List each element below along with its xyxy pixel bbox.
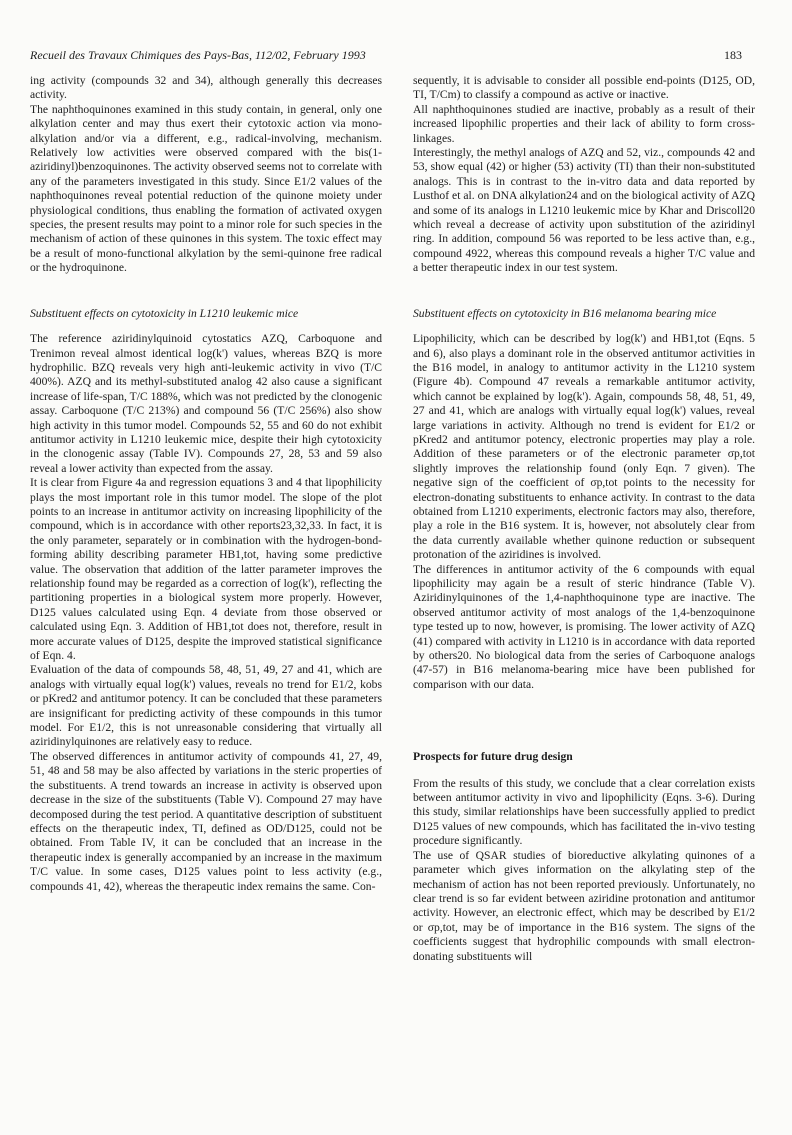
paragraph: Lipophilicity, which can be described by log(k') and HB1,tot (Eqns. 5 and 6), also plays a dominant role in the observed antitumor activities in the B16 model, in analogy to antitumor activity in the L1210 system (Figure 4b). Compound 47 reveals a remarkable antitumor activity, which cannot be explained by log(k'). Again, compounds 58, 48, 51, 49, 27 and 41, which are analogs with virtually equal log(k') values, reveal large variations in activity. Although no trend is evident for E1/2 or pKred2 and antitumor potency, electronic properties may play a role. Addition of these parameters or of the electronic parameter σp,tot slightly improves the relationship found (only Eqn. 7 given). The negative sign of the coefficient of σp,tot points to the necessity for electron-donating substituents to enhance activity. In contrast to the data obtained from L1210 experiments, electronic factors may also, therefore, play a role in the B16 system. It is, however, not absolutely clear from the data currently available whether quinone reduction or subsequent protonation of the aziridines is involved. [413, 332, 755, 562]
paragraph: The naphthoquinones examined in this study contain, in general, only one alkylation center and may thus exert their cytotoxic action via mono-alkylation and/or via a different, e.g., radical-involving, mechanism. Relatively low activities were observed compared with the bis(1-aziridinyl)benzoquinones. The activity observed seems not to correlate with any of the parameters investigated in this study. Since E1/2 values of the naphthoquinones reveal potential reduction of the quinone moiety under physiological conditions, thus enabling the formation of activated oxygen species, the present results may point to a minor role for such species in the mechanism of action of these quinones in this system. The toxic effect may be a result of mono-functional alkylation by the semi-quinone free radical or the hydroquinone. [30, 102, 382, 275]
paragraph: From the results of this study, we conclude that a clear correlation exists between antitumor activity in vivo and lipophilicity (Eqns. 3-6). During this study, similar relationships have been successfully applied to predict D125 values of new compounds, which has facilitated the in-vivo testing procedure significantly. [413, 776, 755, 848]
running-header [30, 48, 742, 63]
paragraph: Evaluation of the data of compounds 58, 48, 51, 49, 27 and 41, which are analogs with virtually equal log(k') values, reveals no trend for E1/2, kobs or pKred2 and antitumor potency. It can be concluded that these parameters are insignificant for predicting activity of these compounds in this tumor model. For E1/2, this is not unreasonable considering that virtually all aziridinylquinones are relatively easy to reduce. [30, 663, 382, 749]
paragraph: sequently, it is advisable to consider all possible end-points (D125, OD, TI, T/Cm) to classify a compound as active or inactive. [413, 74, 755, 102]
paragraph: The differences in antitumor activity of the 6 compounds with equal lipophilicity may again be a result of steric hindrance (Table V). Aziridinylquinones of the 1,4-naphthoquinone type are inactive. The observed antitumor activity of most analogs of the 1,4-benzoquinone type tested up to now, however, is promising. The lower activity of AZQ (41) compared with activity in L1210 is in accordance with data reported by others20. No biological data from the series of Carboquone analogs (47-57) in B16 melanoma-bearing mice have been published for comparison with our data. [413, 562, 755, 691]
section-subheading: Substituent effects on cytotoxicity in L1210 leukemic mice [30, 306, 299, 320]
paragraph: ing activity (compounds 32 and 34), although generally this decreases activity. [30, 74, 382, 102]
paragraph: All naphthoquinones studied are inactive, probably as a result of their increased lipophilic properties and their lack of ability to form cross-linkages. [413, 102, 755, 145]
right-column [413, 74, 755, 964]
left-column [30, 74, 382, 894]
section-heading: Prospects for future drug design [413, 750, 573, 764]
paragraph: The reference aziridinylquinoid cytostatics AZQ, Carboquone and Trenimon reveal almost identical log(k') values, whereas BZQ is more hydrophilic. BZQ reveals very high anti-leukemic activity in vivo (T/C 400%). AZQ and its methyl-substituted analog 42 also cause a significant increase of life-span, T/C 188%, which was not predicted by the clonogenic assay. Carboquone (T/C 213%) and compound 56 (T/C 256%) also show high activity in this tumor model. Compounds 52, 55 and 60 do not exhibit antitumor activity in L1210 leukemic mice, despite their high cytotoxicity in the clonogenic assay (Table IV). Compounds 27, 28, 53 and 59 also reveal a lower activity than expected from the assay. [30, 332, 382, 475]
paragraph: Interestingly, the methyl analogs of AZQ and 52, viz., compounds 42 and 53, show equal (42) or higher (53) activity (TI) than their non-substituted analogs. This is in contrast to the in-vitro data and data reported by Lusthof et al. on DNA alkylation24 and on the biological activity of AZQ and some of its analogs in L1210 leukemic mice by Khar and Driscoll20 which reveal a decrease of activity upon substitution of the aziridinyl ring. In addition, compound 56 was reported to be less active than, e.g., compound 4922, whereas this compound reveals a higher T/C value and a better therapeutic index in our test system. [413, 146, 755, 275]
journal-title: Recueil des Travaux Chimiques des Pays-Bas, 112/02, February 1993 [30, 48, 366, 62]
paragraph: The observed differences in antitumor activity of compounds 41, 27, 49, 51, 48 and 58 may be also affected by variations in the steric properties of the substituents. A trend towards an increase in activity is observed upon decrease in the size of the substituents (Table V). Compound 27 may have decomposed during the test period. A quantitative description of substituent effects on the therapeutic index, TI, defined as OD/D125, could not be obtained. From Table IV, it can be concluded that an increase in the therapeutic index is generally accompanied by an increase in the maximum T/C value. In some cases, D125 values point to less activity (e.g., compounds 41, 42), whereas the therapeutic index remains the same. Con- [30, 749, 382, 893]
section-subheading: Substituent effects on cytotoxicity in B16 melanoma bearing mice [413, 306, 717, 320]
paragraph: The use of QSAR studies of bioreductive alkylating quinones of a parameter which gives information on the alkylating step of the mechanism of action has not been reported previously. Unfortunately, no clear trend is so far evident between aziridine protonation and antitumor activity. However, an electronic effect, which may be described by E1/2 or σp,tot, may be of importance in the B16 system. The signs of the coefficients suggest that hydrophilic compounds with small electron-donating substituents will [413, 848, 755, 963]
page-number: 183 [724, 48, 742, 62]
paragraph: It is clear from Figure 4a and regression equations 3 and 4 that lipophilicity plays the most important role in this tumor model. The slope of the plot points to an increase in antitumor activity on increasing lipophilicity of the compound, which is in accordance with other reports23,32,33. In fact, it is the only parameter, separately or in combination with the hydrogen-bond-forming ability describing parameter HB1,tot, having some predictive value. The observation that addition of the latter parameter improves the relationship found may be regarded as a correction of log(k'), reflecting the partitioning properties in a biological system more properly. However, D125 values calculated using Eqn. 4 deviate from those observed or calculated using Eqn. 3. Addition of HB1,tot does not, therefore, result in more accurate values of D125, despite the improved statistical significance of Eqn. 4. [30, 476, 382, 663]
